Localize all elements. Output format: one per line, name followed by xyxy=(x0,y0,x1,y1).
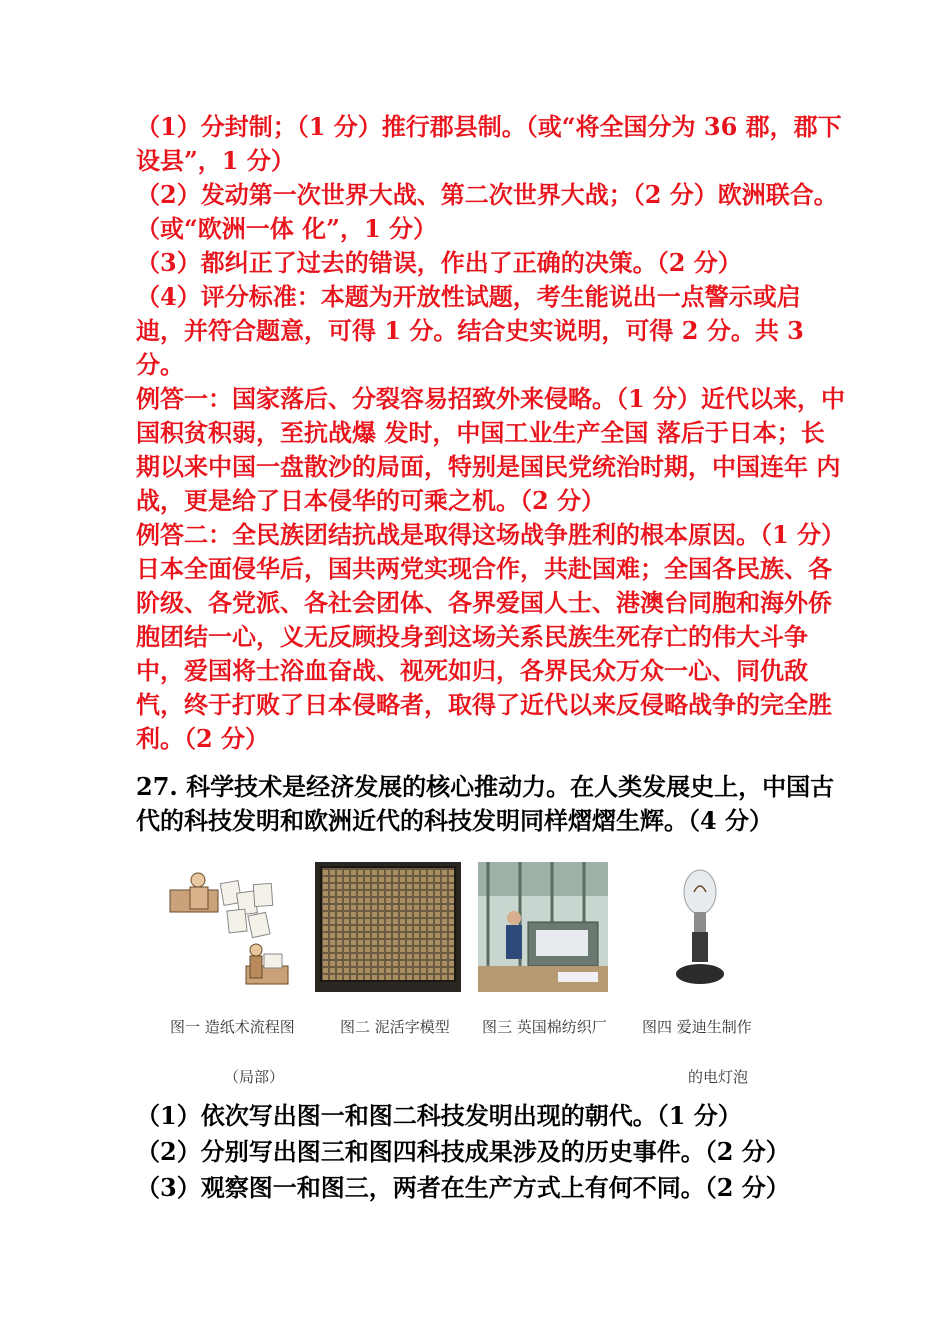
cotton-mill-illustration xyxy=(478,862,608,992)
clay-type-model-photo xyxy=(315,862,461,992)
caption-fig4: 图四 爱迪生制作 xyxy=(642,1018,752,1036)
question-stem: 27. 科学技术是经济发展的核心推动力。在人类发展史上，中国古代的科技发明和欧洲近代的科技发明同样熠熠生辉。（4 分） xyxy=(136,772,835,835)
sub-question-2: （2）分别写出图三和图四科技成果涉及的历史事件。（2 分） xyxy=(136,1137,790,1166)
edison-light-bulb-photo xyxy=(670,862,730,992)
sub-question-1: （1）依次写出图一和图二科技发明出现的朝代。（1 分） xyxy=(136,1101,742,1130)
papermaking-illustration xyxy=(160,862,310,992)
sub-question-3: （3）观察图一和图三，两者在生产方式上有何不同。（2 分） xyxy=(136,1173,790,1202)
caption-fig2: 图二 泥活字模型 xyxy=(340,1018,450,1036)
caption-fig1: 图一 造纸术流程图 xyxy=(170,1018,295,1036)
question-27 xyxy=(136,770,848,838)
answer-key xyxy=(136,110,848,756)
caption-fig3: 图三 英国棉纺织厂 xyxy=(482,1018,607,1036)
example-answer-1: 例答一：国家落后、分裂容易招致外来侵略。（1 分）近代以来，中国积贫积弱，至抗战爆 发时，中国工业生产全国 落后于日本；长期以来中国一盘散沙的局面，特别是国民党统治时期，中国连年 内战，更是给了日本侵华的可乘之机。（2 分） xyxy=(136,384,846,515)
answer-4: （4）评分标准：本题为开放性试题，考生能说出一点警示或启迪，并符合题意，可得 1 分。结合史实说明，可得 2 分。共 3 分。 xyxy=(136,282,804,379)
caption-fig4-sub: 的电灯泡 xyxy=(688,1068,749,1086)
answer-3: （3）都纠正了过去的错误，作出了正确的决策。（2 分） xyxy=(136,248,742,277)
figure-row xyxy=(160,862,780,992)
answer-2: （2）发动第一次世界大战、第二次世界大战；（2 分）欧洲联合。（或“欧洲一体 化”，1 分） xyxy=(136,180,838,243)
example-answer-2: 例答二：全民族团结抗战是取得这场战争胜利的根本原因。（1 分）日本全面侵华后，国共两党实现合作，共赴国难；全国各民族、各阶级、各党派、各社会团体、各界爱国人士、港澳台同胞和海外侨胞团结一心，义无反顾投身到这场关系民族生死存亡的伟大斗争中，爱国将士浴血奋战、视死如归，各界民众万众一心、同仇敌忾，终于打败了日本侵略者，取得了近代以来反侵略战争的完全胜利。（2 分） xyxy=(136,520,846,753)
sub-questions xyxy=(136,1098,848,1206)
answer-1: （1）分封制；（1 分）推行郡县制。（或“将全国分为 36 郡，郡下设县”，1 分） xyxy=(136,112,842,175)
caption-fig1-sub: （局部） xyxy=(224,1068,285,1086)
